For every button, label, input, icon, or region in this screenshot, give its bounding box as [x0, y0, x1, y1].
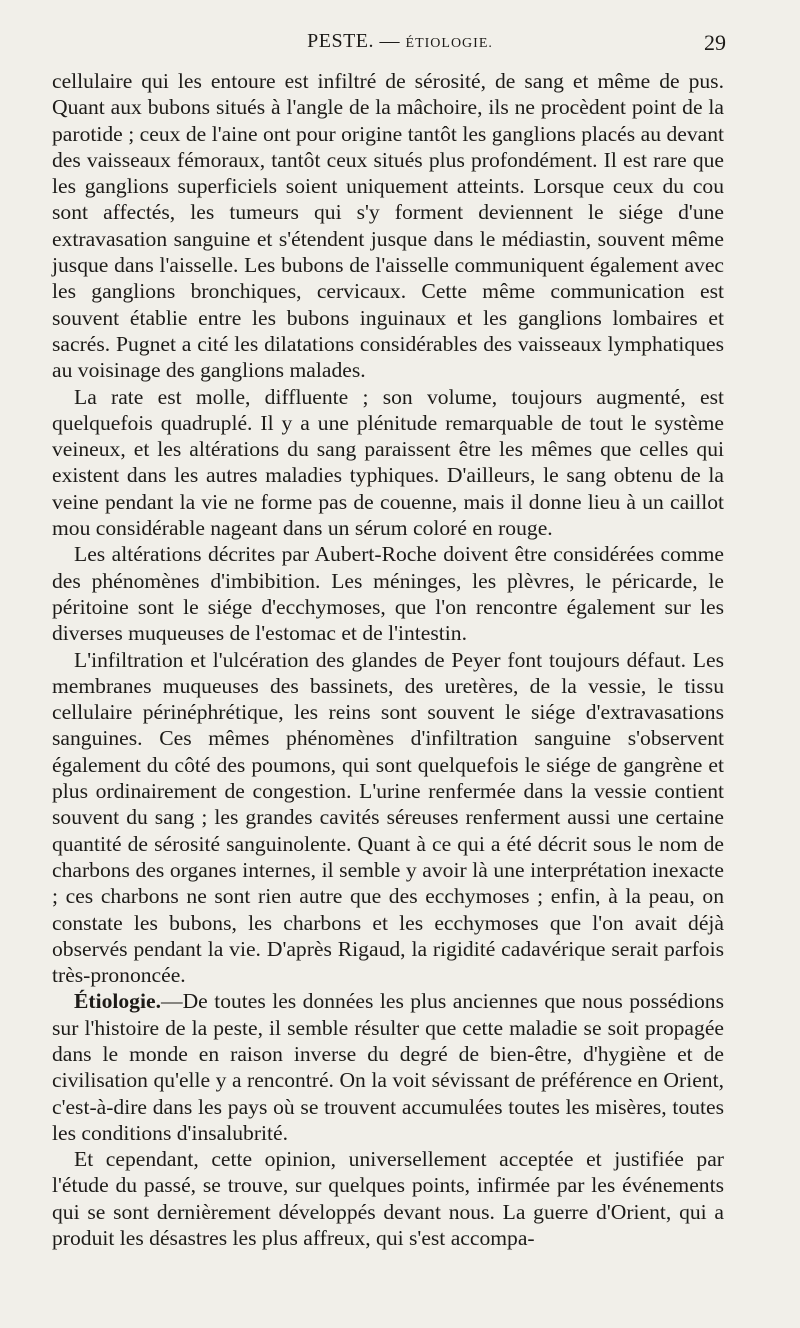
running-title-main: PESTE. [307, 30, 375, 52]
page-header [0, 30, 800, 70]
paragraph-6: Et cependant, cette opinion, universellement acceptée et justifiée par l'étude du passé, se trouve, sur quelques points, infirmée par les événements qui se sont dernièrement développés devant nous. La guerre d'Orient, qui a produit les désastres les plus affreux, qui s'est accompa- [52, 1147, 724, 1251]
paragraph-3: Les altérations décrites par Aubert-Roche doivent être considérées comme des phénomènes d'imbibition. Les méninges, les plèvres, le péricarde, le péritoine sont le siége d'ecchymoses, que l'on rencontre également sur les diverses muqueuses de l'estomac et de l'intestin. [52, 542, 724, 646]
paragraph-5 [52, 988, 724, 1146]
paragraph-1: cellulaire qui les entoure est infiltré de sérosité, de sang et même de pus. Quant aux bubons situés à l'angle de la mâchoire, ils ne procèdent point de la parotide ; ceux de l'aine ont pour origine tantôt les ganglions placés au devant des vaisseaux fémoraux, tantôt ceux situés plus profondément. Il est rare que les ganglions superficiels soient uniquement atteints. Lorsque ceux du cou sont affectés, les tumeurs qui s'y forment deviennent le siége d'une extravasation sanguine et s'étendent jusque dans le médiastin, souvent même jusque dans l'aisselle. Les bubons de l'aisselle communiquent également avec les ganglions bronchiques, cervicaux. Cette même communication est souvent établie entre les bubons inguinaux et les ganglions lombaires et sacrés. Pugnet a cité les dilatations considérables des vaisseaux lymphatiques au voisinage des ganglions malades. [52, 69, 724, 383]
running-title [0, 30, 800, 53]
paragraph-4: L'infiltration et l'ulcération des glandes de Peyer font toujours défaut. Les membranes muqueuses des bassinets, des uretères, de la vessie, le tissu cellulaire périnéphrétique, les reins sont souvent le siége d'extravasations sanguines. Ces mêmes phénomènes d'infiltration sanguine s'observent également du côté des poumons, qui sont quelquefois le siége de gangrène et plus ordinairement de congestion. L'urine renfermée dans la vessie contient souvent du sang ; les grandes cavités séreuses renferment aussi une certaine quantité de sérosité sanguinolente. Quant à ce qui a été décrit sous le nom de charbons des organes internes, il semble y avoir là une interprétation inexacte ; ces charbons ne sont rien autre que des ecchymoses ; enfin, à la peau, on constate les bubons, les charbons et les ecchymoses que l'on avait déjà observés pendant la vie. D'après Rigaud, la rigidité cadavérique serait parfois très-prononcée. [52, 647, 724, 988]
running-title-dash: — [374, 30, 406, 52]
section-heading-etiologie: Étiologie. [74, 989, 161, 1014]
running-title-section: ÉTIOLOGIE. [405, 36, 493, 51]
paragraph-2: La rate est molle, diffluente ; son volume, toujours augmenté, est quelquefois quadruplé. Il y a une plénitude remarquable de tout le système veineux, et les altérations du sang paraissent être les mêmes que celles qui existent dans les autres maladies typhiques. D'ailleurs, le sang obtenu de la veine pendant la vie ne forme pas de couenne, mais il donne lieu à un caillot mou considérable nageant dans un sérum coloré en rouge. [52, 384, 724, 541]
page-number: 29 [704, 30, 726, 55]
body-text [52, 68, 724, 1251]
paragraph-5-text: —De toutes les données les plus anciennes que nous possédions sur l'histoire de la peste, il semble résulter que cette maladie se soit propagée dans le monde en raison inverse du degré de bien-être, d'hygiène et de civilisation qu'elle y a rencontré. On la voit sévissant de préférence en Orient, c'est-à-dire dans les pays où se trouvent accumulées toutes les misères, toutes les conditions d'insalubrité. [52, 989, 724, 1145]
